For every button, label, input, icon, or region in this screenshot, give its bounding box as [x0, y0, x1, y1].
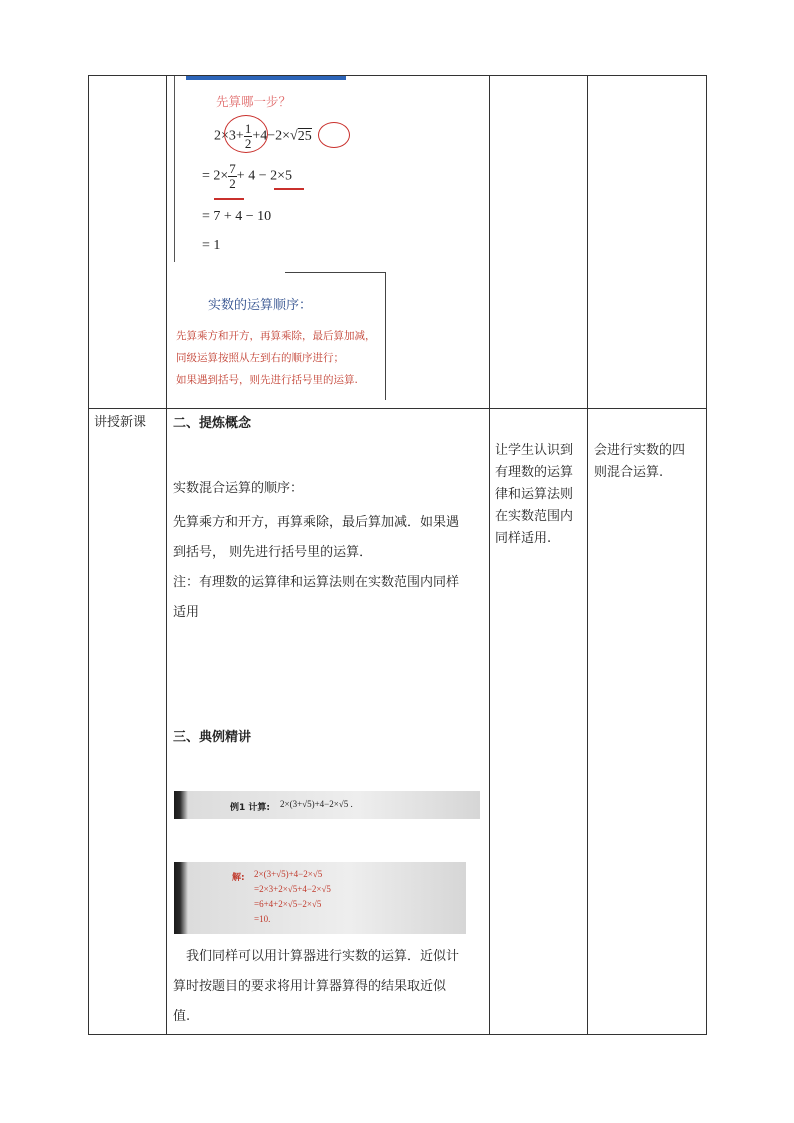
example-formula: 2×(3+√5)+4−2×√5 . — [280, 799, 353, 809]
heading-concept: 二、提炼概念 — [173, 416, 252, 431]
red-circle-parentheses — [224, 115, 268, 153]
callout-border-top — [285, 272, 385, 273]
expr1-paren-term: 3+ — [228, 128, 244, 144]
closing-line-2: 算时按题目的要求将用计算器算得的结果取近似 — [173, 979, 447, 994]
table-col-divider-2 — [489, 75, 490, 1035]
closing-line-3: 值. — [173, 1009, 191, 1024]
red-circle-sqrt — [318, 122, 350, 148]
concept-label: 实数混合运算的顺序： — [173, 481, 304, 496]
concept-line-1: 先算乘方和开方，再算乘除，最后算加减．如果遇 — [173, 515, 460, 530]
closing-line-1: 我们同样可以用计算器进行实数的运算．近似计 — [186, 949, 460, 964]
table-bottom-border — [88, 1034, 707, 1035]
table-row-divider — [88, 408, 707, 409]
expression-line-3: = 7 + 4 − 10 — [202, 209, 272, 224]
expr1-rest: +4−2× — [252, 128, 290, 144]
expr1-frac-num: 1 — [244, 121, 252, 136]
rule-line-1: 先算乘方和开方，再算乘除，最后算加减， — [176, 330, 376, 342]
goal-line-1: 会进行实数的四 — [594, 443, 686, 458]
solution-line-1: 2×(3+√5)+4−2×√5 — [254, 869, 323, 879]
expr2-rest: + 4 − 2×5 — [236, 168, 292, 184]
closing-paragraph — [173, 942, 459, 1032]
expr2-fraction — [228, 162, 237, 191]
expr1-sqrt-value: 25 — [297, 128, 312, 144]
rule-line-2: 同级运算按照从左到右的顺序进行； — [176, 352, 344, 364]
slide-header-bar — [186, 76, 346, 80]
concept-line-2: 到括号， 则先进行括号里的运算． — [173, 545, 373, 560]
concept-line-4: 适用 — [173, 605, 200, 620]
table-col-divider-1 — [166, 75, 167, 1035]
intent-line-5: 同样适用. — [495, 531, 552, 546]
expr1-frac-den: 2 — [244, 136, 252, 151]
intent-line-3: 律和运算法则 — [495, 487, 574, 502]
solution-line-2: =2×3+2×√5+4−2×√5 — [254, 884, 331, 894]
red-underline-1 — [214, 198, 244, 200]
question-text: 先算哪一步？ — [216, 94, 292, 109]
intent-line-1: 让学生认识到 — [495, 443, 574, 458]
intent-line-2: 有理数的运算 — [495, 465, 574, 480]
expr2-frac-den: 2 — [229, 176, 236, 191]
table-right-border — [706, 75, 707, 1035]
slide-left-rule — [174, 76, 175, 262]
sqrt-symbol: √ — [290, 128, 298, 144]
expression-line-2 — [202, 162, 292, 191]
intent-line-4: 在实数范围内 — [495, 509, 574, 524]
section-label: 讲授新课 — [94, 415, 147, 430]
design-intent — [495, 440, 573, 550]
goal-line-2: 则混合运算. — [594, 465, 664, 480]
concept-paragraph — [173, 508, 459, 628]
slide-image-order-of-operations — [172, 76, 488, 402]
rules-title: 实数的运算顺序： — [208, 298, 313, 313]
red-underline-2 — [274, 188, 304, 190]
solution-photo — [174, 862, 466, 934]
rule-line-3: 如果遇到括号，则先进行括号里的运算. — [176, 374, 358, 386]
solution-line-3: =6+4+2×√5−2×√5 — [254, 899, 322, 909]
learning-goal — [594, 440, 685, 484]
expr2-frac-num: 7 — [229, 161, 236, 176]
example-photo — [174, 791, 480, 819]
heading-examples: 三、典例精讲 — [173, 730, 252, 745]
expression-line-4: = 1 — [202, 238, 221, 253]
callout-border-right — [385, 272, 386, 400]
table-col-divider-3 — [587, 75, 588, 1035]
example-label: 例1 计算: — [230, 803, 270, 813]
solution-label: 解: — [232, 873, 245, 883]
expr1-prefix: 2× — [214, 128, 229, 144]
expr2-prefix: = 2× — [202, 168, 229, 184]
table-left-border — [88, 75, 89, 1035]
solution-line-4: =10. — [254, 914, 271, 924]
concept-line-3: 注：有理数的运算律和运算法则在实数范围内同样 — [173, 575, 460, 590]
